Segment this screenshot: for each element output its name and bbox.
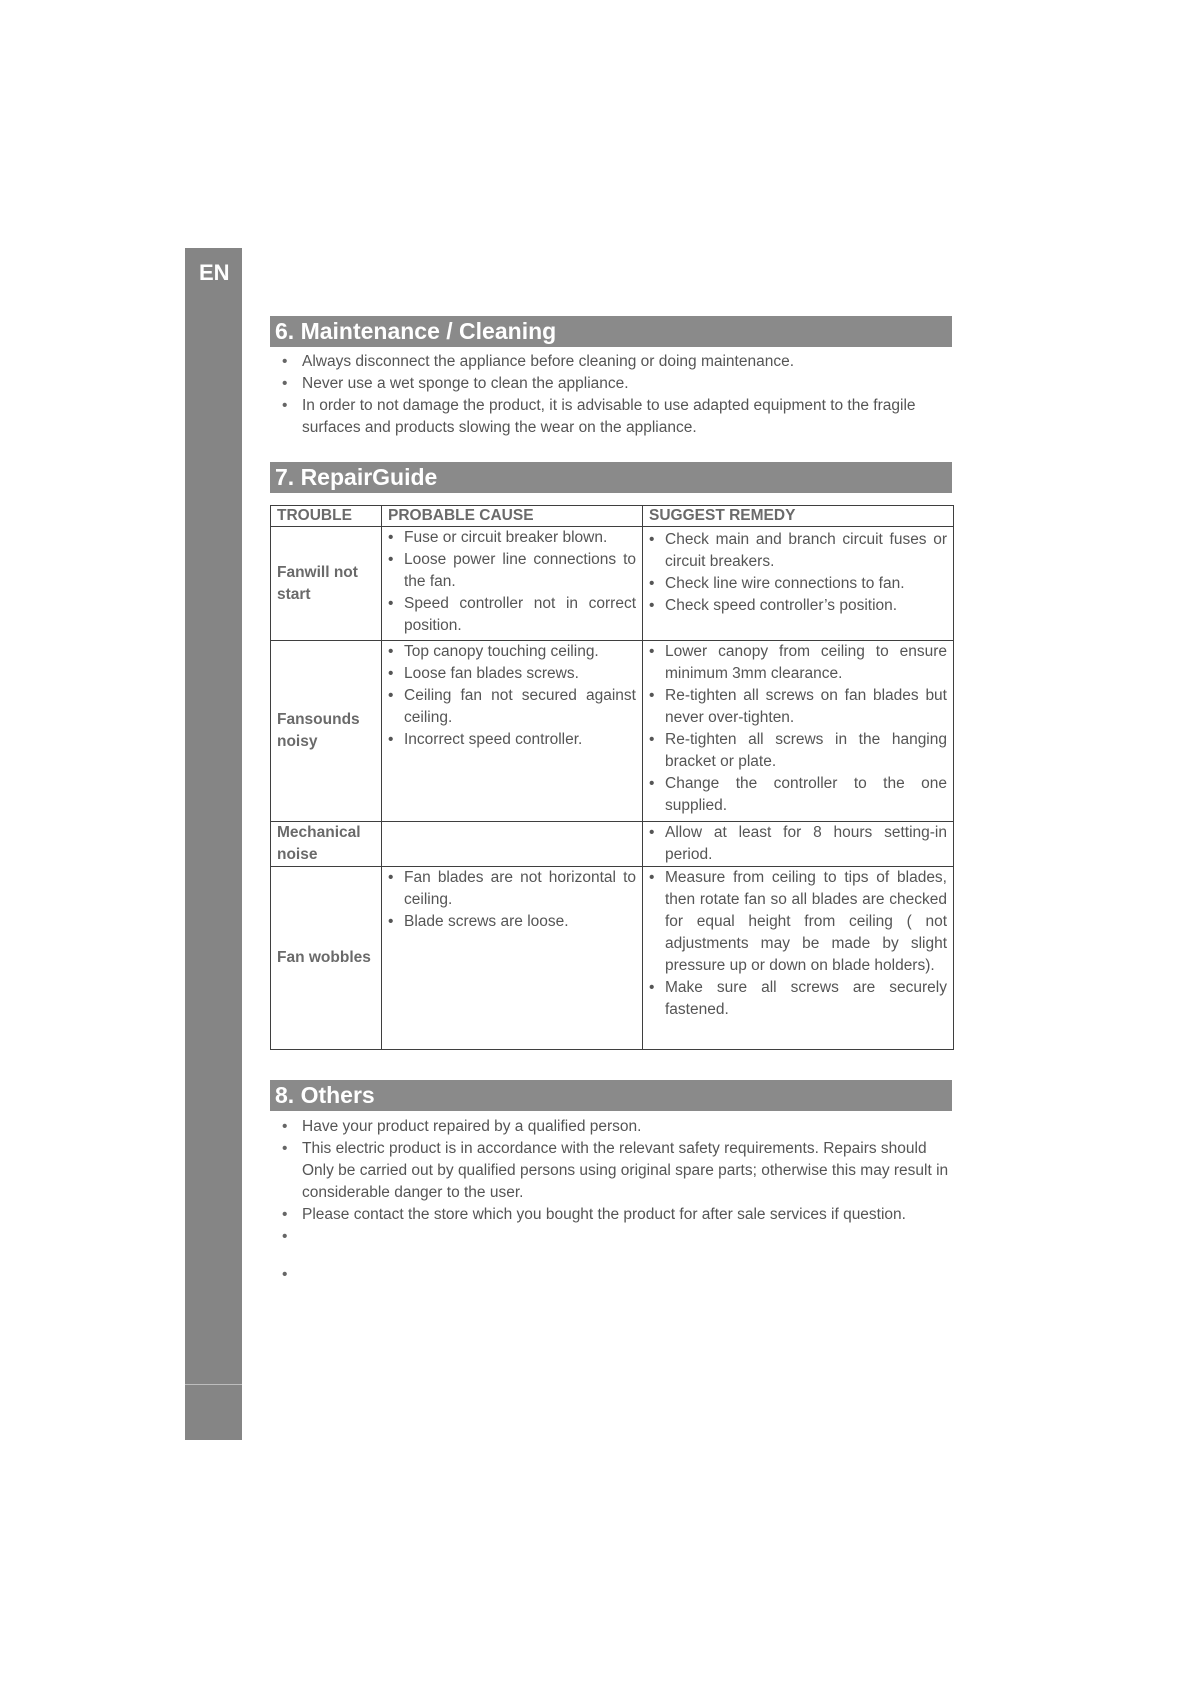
list-item: • Please contact the store which you bought the product for after sale services if question. [280,1204,954,1226]
cause-column-header: PROBABLE CAUSE [382,506,643,527]
remedy-item: • Allow at least for 8 hours setting-in period. [649,822,947,866]
cause-item: • Incorrect speed controller. [388,729,636,751]
remedy-cell [643,822,954,867]
list-item: • Always disconnect the appliance before cleaning or doing maintenance. [280,351,954,373]
table-row [271,822,954,867]
remedy-item: • Check speed controller’s position. [649,595,947,617]
remedy-item: • Check main and branch circuit fuses or circuit breakers. [649,529,947,573]
remedy-item: • Re-tighten all screws in the hanging bracket or plate. [649,729,947,773]
language-label: EN [199,260,230,285]
remedy-cell [643,867,954,1050]
trouble-cell: Fan wobbles [271,867,382,1050]
remedy-item: • Make sure all screws are securely fastened. [649,977,947,1021]
remedy-item: • Change the controller to the one supplied. [649,773,947,817]
cause-item: • Loose fan blades screws. [388,663,636,685]
remedy-item: • Re-tighten all screws on fan blades but never over-tighten. [649,685,947,729]
table-header-row [271,506,954,527]
cause-cell [382,527,643,641]
cause-cell [382,867,643,1050]
list-item: • In order to not damage the product, it is advisable to use adapted equipment to the fragile surfaces and products slowing the wear on the appliance. [280,395,954,439]
trouble-column-header: TROUBLE [271,506,382,527]
table-row [271,867,954,1050]
cause-item: • Ceiling fan not secured against ceiling. [388,685,636,729]
remedy-item: • Measure from ceiling to tips of blades, then rotate fan so all blades are checked for equal height from ceiling ( not adjustments may be made by slight pressure up or down on blade holders). [649,867,947,977]
list-item: • Have your product repaired by a qualified person. [280,1116,954,1138]
empty-list-item [280,1226,954,1248]
list-item: • Never use a wet sponge to clean the appliance. [280,373,954,395]
remedy-cell [643,527,954,641]
empty-list-item [280,1264,954,1286]
cause-item: • Fuse or circuit breaker blown. [388,527,636,549]
cause-item: • Fan blades are not horizontal to ceiling. [388,867,636,911]
remedy-item: • Lower canopy from ceiling to ensure minimum 3mm clearance. [649,641,947,685]
cause-item: • Speed controller not in correct position. [388,593,636,637]
remedy-column-header: SUGGEST REMEDY [643,506,954,527]
trouble-cell: Fansounds noisy [271,641,382,822]
remedy-cell [643,641,954,822]
trouble-cell: Fanwill not start [271,527,382,641]
cause-cell [382,641,643,822]
maintenance-heading: 6. Maintenance / Cleaning [270,316,952,347]
language-sidebar [185,248,242,1440]
maintenance-list [280,351,954,439]
repair-guide-heading: 7. RepairGuide [270,462,952,493]
table-row [271,527,954,641]
others-list [280,1116,954,1286]
trouble-cell: Mechanical noise [271,822,382,867]
list-item: • This electric product is in accordance with the relevant safety requirements. Repairs should Only be carried out by qualified persons using original spare parts; otherwise this may result in considerable danger to the user. [280,1138,954,1204]
cause-item: • Top canopy touching ceiling. [388,641,636,663]
sidebar-divider [185,1384,242,1385]
cause-cell [382,822,643,867]
cause-item: • Loose power line connections to the fan. [388,549,636,593]
others-heading: 8. Others [270,1080,952,1111]
remedy-item: • Check line wire connections to fan. [649,573,947,595]
repair-guide-table [270,505,954,1050]
cause-item: • Blade screws are loose. [388,911,636,933]
table-row [271,641,954,822]
